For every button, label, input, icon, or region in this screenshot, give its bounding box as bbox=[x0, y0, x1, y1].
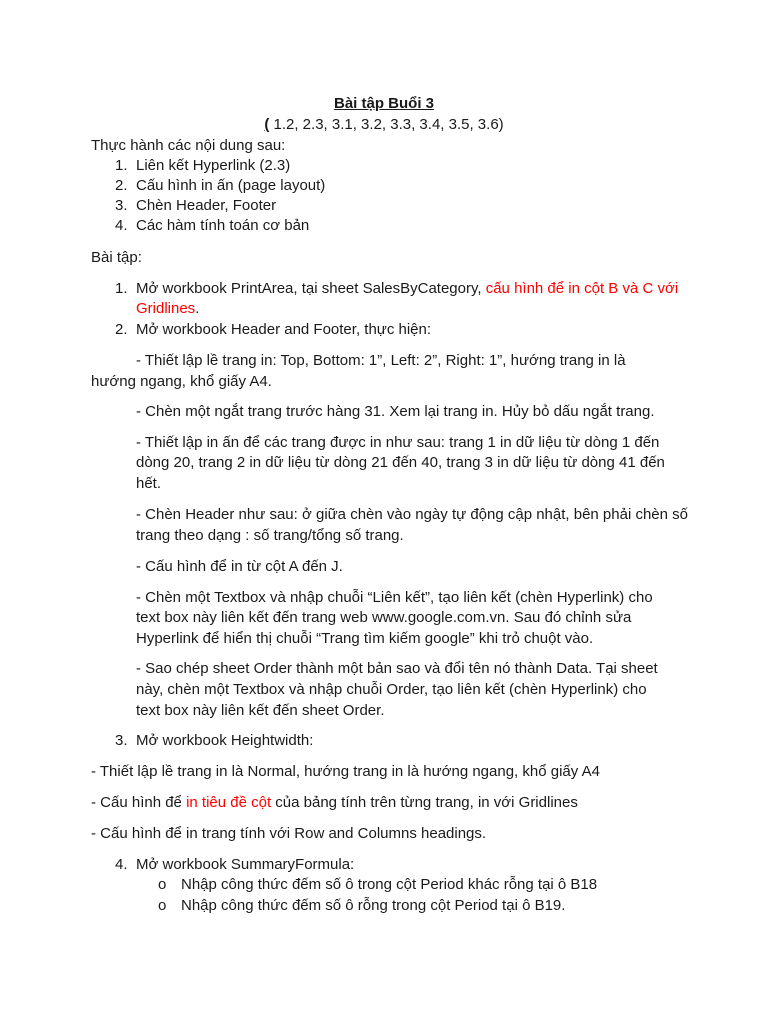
exercise-3-item-2-post: của bảng tính trên từng trang, in với Gridlines bbox=[271, 794, 578, 811]
exercise-2-item-c: - Thiết lập in ấn để các trang được in như sau: trang 1 in dữ liệu từ dòng 1 đến bbox=[136, 434, 660, 451]
topic-item: Liên kết Hyperlink (2.3) bbox=[136, 157, 291, 174]
exercise-2-item-a: - Thiết lập lề trang in: Top, Bottom: 1”, Left: 2”, Right: 1”, hướng trang in là bbox=[136, 352, 626, 369]
exercise-2-item-g: - Sao chép sheet Order thành một bản sao và đổi tên nó thành Data. Tại sheet bbox=[136, 660, 658, 677]
exercise-1-highlight: cấu hình để in cột B và C với bbox=[485, 280, 679, 297]
page-subtitle bbox=[0, 115, 768, 135]
topic-number: 4. bbox=[115, 217, 128, 234]
bullet-icon: o bbox=[158, 876, 167, 893]
exercise-2-item-e: - Cấu hình để in từ cột A đến J. bbox=[136, 558, 343, 575]
topic-number: 2. bbox=[115, 177, 128, 194]
exercise-3-item-3: - Cấu hình để in trang tính với Row and Columns headings. bbox=[91, 825, 487, 842]
exercise-3-item-2 bbox=[91, 793, 578, 813]
exercise-2-item-c-cont: dòng 20, trang 2 in dữ liệu từ dòng 21 đến 40, trang 3 in dữ liệu từ dòng 41 đến bbox=[136, 454, 665, 471]
exercise-2-item-g-cont: này, chèn một Textbox và nhập chuỗi Order, tạo liên kết (chèn Hyperlink) cho bbox=[136, 681, 647, 698]
exercise-2-item-b: - Chèn một ngắt trang trước hàng 31. Xem lại trang in. Hủy bỏ dấu ngắt trang. bbox=[136, 403, 655, 420]
bullet-icon: o bbox=[158, 897, 167, 914]
topic-item: Các hàm tính toán cơ bản bbox=[136, 217, 310, 234]
subtitle-text: 1.2, 2.3, 3.1, 3.2, 3.3, 3.4, 3.5, 3.6) bbox=[269, 116, 504, 133]
exercise-2-item-f-cont: text box này liên kết đến trang web www.google.com.vn. Sau đó chỉnh sửa bbox=[136, 609, 632, 626]
page-title: Bài tập Buổi 3 bbox=[333, 95, 434, 112]
exercise-number: 4. bbox=[115, 856, 128, 873]
exercise-number: 1. bbox=[115, 280, 128, 297]
exercise-number: 2. bbox=[115, 321, 128, 338]
topic-item: Chèn Header, Footer bbox=[136, 197, 277, 214]
exercise-1-text: Mở workbook PrintArea, tại sheet SalesByCategory, bbox=[136, 280, 486, 297]
exercise-3-highlight: in tiêu đề cột bbox=[186, 794, 272, 811]
topic-item: Cấu hình in ấn (page layout) bbox=[136, 177, 326, 194]
exercise-2-item-f: - Chèn một Textbox và nhập chuỗi “Liên kết”, tạo liên kết (chèn Hyperlink) cho bbox=[136, 589, 653, 606]
exercise-1-highlight-2: Gridlines bbox=[136, 300, 196, 317]
exercise-2-item-f-cont: Hyperlink để hiển thị chuỗi “Trang tìm kiếm google” khi trỏ chuột vào. bbox=[136, 630, 594, 647]
exercise-2-item-d-cont: trang theo dạng : số trang/tổng số trang. bbox=[136, 527, 404, 544]
exercise-1-line-1 bbox=[136, 279, 678, 299]
subtitle-paren: ( bbox=[264, 116, 270, 133]
topic-number: 1. bbox=[115, 157, 128, 174]
exercise-4-bullet-1: Nhập công thức đếm số ô trong cột Period khác rỗng tại ô B18 bbox=[181, 876, 598, 893]
exercises-label: Bài tập: bbox=[91, 249, 142, 266]
exercise-2-item-c-cont: hết. bbox=[136, 475, 162, 492]
topic-number: 3. bbox=[115, 197, 128, 214]
exercise-2-item-a-cont: hướng ngang, khổ giấy A4. bbox=[91, 373, 272, 390]
exercise-4-text: Mở workbook SummaryFormula: bbox=[136, 856, 355, 873]
exercise-1-line-2 bbox=[136, 299, 199, 319]
intro-text: Thực hành các nội dung sau: bbox=[91, 137, 286, 154]
exercise-number: 3. bbox=[115, 732, 128, 749]
exercise-3-item-2-pre: - Cấu hình để bbox=[91, 794, 187, 811]
exercise-1-tail: . bbox=[195, 300, 200, 317]
exercise-2-item-g-cont: text box này liên kết đến sheet Order. bbox=[136, 702, 385, 719]
exercise-2-item-d: - Chèn Header như sau: ở giữa chèn vào ngày tự động cập nhật, bên phải chèn số bbox=[136, 506, 688, 523]
exercise-2-text: Mở workbook Header and Footer, thực hiện: bbox=[136, 321, 432, 338]
exercise-3-text: Mở workbook Heightwidth: bbox=[136, 732, 314, 749]
exercise-4-bullet-2: Nhập công thức đếm số ô rỗng trong cột Period tại ô B19. bbox=[181, 897, 566, 914]
exercise-3-item-1: - Thiết lập lề trang in là Normal, hướng trang in là hướng ngang, khổ giấy A4 bbox=[91, 763, 600, 780]
